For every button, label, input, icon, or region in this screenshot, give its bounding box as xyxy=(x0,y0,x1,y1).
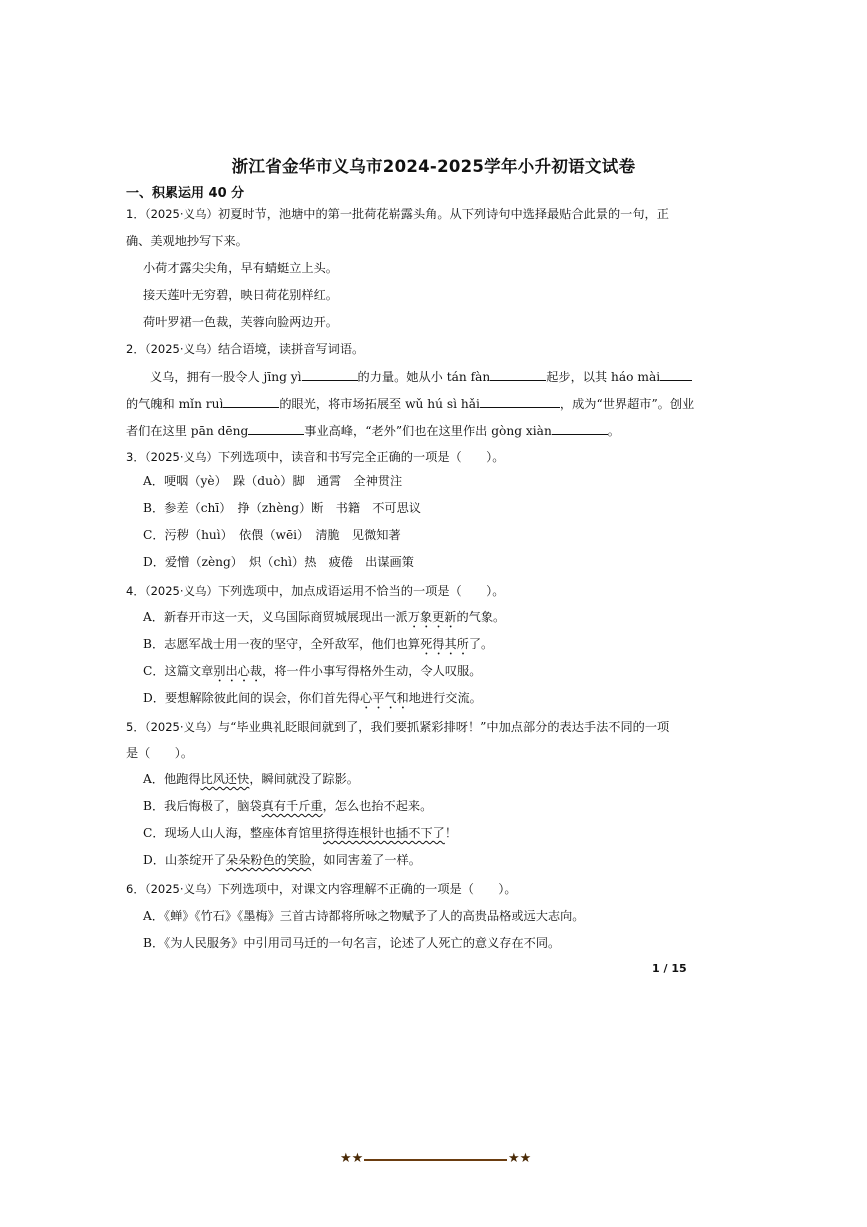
choice-d[interactable] xyxy=(143,851,421,869)
question-1-line-2: 确、美观地抄写下来。 xyxy=(126,234,248,248)
choice-text: A．新春开市这一天，义乌国际商贸城展现出一派 xyxy=(143,610,408,624)
poem-option-3: 荷叶罗裙一色裁，芙蓉向脸两边开。 xyxy=(143,315,338,329)
footer-rule xyxy=(364,1159,507,1161)
question-source: （2025·义乌） xyxy=(144,450,218,464)
question-source: （2025·义乌） xyxy=(144,584,218,598)
question-4-stem xyxy=(126,582,504,600)
question-number: 3． xyxy=(126,450,145,464)
question-text: 初夏时节，池塘中的第一批荷花崭露头角。从下列诗句中选择最贴合此景的一句，正 xyxy=(218,207,669,221)
choice-text: 的气象。 xyxy=(456,610,506,624)
question-1-line-1 xyxy=(126,205,669,223)
question-text: 下列选项中，读音和书写完全正确的一项是（ ）。 xyxy=(218,450,505,464)
choice-b[interactable] xyxy=(143,635,493,658)
question-number: 4． xyxy=(126,584,145,598)
dotted-idiom: 万象更新 xyxy=(407,610,457,624)
question-number: 5． xyxy=(126,720,145,734)
answer-blank[interactable] xyxy=(223,394,279,408)
choice-b[interactable]: B．《为人民服务》中引用司马迁的一句名言，论述了人死亡的意义存在不同。 xyxy=(143,936,561,950)
question-5-line-1 xyxy=(126,718,669,736)
passage-text: 的眼光，将市场拓展至 wǔ hú sì hǎi xyxy=(279,397,480,411)
question-number: 2． xyxy=(126,342,145,356)
choice-text: ，将一件小事写得格外生动，令人叹服。 xyxy=(262,664,482,678)
question-number: 1． xyxy=(126,207,145,221)
choice-b[interactable] xyxy=(143,797,432,815)
section-heading: 一、积累运用 40 分 xyxy=(126,186,245,201)
wavy-underlined-phrase: 真有千斤重 xyxy=(261,799,323,813)
answer-blank[interactable] xyxy=(660,367,692,381)
passage-text: 的气魄和 mǐn ruì xyxy=(126,397,224,411)
question-5-line-2: 是（ ）。 xyxy=(126,746,194,760)
choice-b[interactable]: B．参差（chī） 挣（zhèng）断 书籍 不可思议 xyxy=(143,501,421,515)
answer-blank[interactable] xyxy=(480,394,560,408)
question-6-stem xyxy=(126,880,517,898)
poem-option-2: 接天莲叶无穷碧，映日荷花别样红。 xyxy=(143,288,338,302)
question-text: 下列选项中，对课文内容理解不正确的一项是（ ）。 xyxy=(218,882,517,896)
passage-text: 起步，以其 háo mài xyxy=(546,370,661,384)
star-icon: ★★ xyxy=(340,1151,364,1166)
question-text: 下列选项中，加点成语运用不恰当的一项是（ ）。 xyxy=(218,584,505,598)
choice-a[interactable]: A．哽咽（yè） 跺（duò）脚 通霄 全神贯注 xyxy=(143,474,403,488)
star-icon: ★★ xyxy=(508,1151,532,1166)
choice-text: C．现场人山人海，整座体育馆里 xyxy=(143,826,323,840)
wavy-underlined-phrase: 朵朵粉色的笑脸 xyxy=(225,853,312,867)
passage-text: 。 xyxy=(607,424,620,438)
passage-text: 者们在这里 pān dēng xyxy=(126,424,249,438)
choice-a[interactable]: A．《蝉》《竹石》《墨梅》三首古诗都将所咏之物赋予了人的高贵品格或远大志向。 xyxy=(143,909,585,923)
dotted-idiom: 死得其所 xyxy=(420,637,469,651)
question-text: 结合语境，读拼音写词语。 xyxy=(218,342,365,356)
footer-ornament xyxy=(340,1150,532,1170)
choice-c[interactable]: C．污秽（huì） 依偎（wēi） 清脆 见微知著 xyxy=(143,528,401,542)
question-source: （2025·义乌） xyxy=(144,207,218,221)
choice-text: D．要想解除彼此间的误会，你们首先得 xyxy=(143,691,360,705)
question-source: （2025·义乌） xyxy=(144,720,218,734)
choice-a[interactable] xyxy=(143,608,505,631)
choice-c[interactable] xyxy=(143,824,457,842)
choice-text: A．他跑得 xyxy=(143,772,201,786)
choice-d[interactable]: D．爱憎（zèng） 炽（chì）热 疲倦 出谋画策 xyxy=(143,555,414,569)
question-2-stem xyxy=(126,340,364,358)
passage-text: 义乌，拥有一股令人 jīng yì xyxy=(150,370,302,384)
passage-text: 事业高峰，“老外”们也在这里作出 gòng xiàn xyxy=(304,424,552,438)
answer-blank[interactable] xyxy=(248,421,304,435)
answer-blank[interactable] xyxy=(552,421,608,435)
choice-text: ，瞬间就没了踪影。 xyxy=(249,772,359,786)
choice-text: B．志愿军战士用一夜的坚守，全歼敌军，他们也算 xyxy=(143,637,421,651)
question-source: （2025·义乌） xyxy=(144,342,218,356)
choice-a[interactable] xyxy=(143,770,359,788)
passage-text: ，成为“世界超市”。创业 xyxy=(559,397,695,411)
page-number: 1 / 15 xyxy=(652,962,687,975)
question-source: （2025·义乌） xyxy=(144,882,218,896)
choice-text: 地进行交流。 xyxy=(408,691,482,705)
passage-line-3 xyxy=(126,421,620,440)
poem-option-1: 小荷才露尖尖角，早有蜻蜓立上头。 xyxy=(143,261,338,275)
question-text: 与“毕业典礼眨眼间就到了，我们要抓紧彩排呀！”中加点部分的表达手法不同的一项 xyxy=(218,720,670,734)
choice-text: D．山茶绽开了 xyxy=(143,853,226,867)
choice-text: C．这篇文章 xyxy=(143,664,214,678)
wavy-underlined-phrase: 比风还快 xyxy=(200,772,250,786)
dotted-idiom: 心平气和 xyxy=(359,691,409,705)
wavy-underlined-phrase: 挤得连根针也插不下了 xyxy=(322,826,445,840)
question-3-stem xyxy=(126,448,504,466)
passage-line-2 xyxy=(126,394,694,413)
answer-blank[interactable] xyxy=(490,367,546,381)
answer-blank[interactable] xyxy=(302,367,358,381)
choice-text: 了。 xyxy=(468,637,494,651)
choice-text: ，怎么也抬不起来。 xyxy=(322,799,433,813)
dotted-idiom: 别出心裁 xyxy=(213,664,263,678)
choice-d[interactable] xyxy=(143,689,482,712)
choice-text: ，如同害羞了一样。 xyxy=(311,853,421,867)
choice-text: ！ xyxy=(444,826,458,840)
page-title: 浙江省金华市义乌市2024-2025学年小升初语文试卷 xyxy=(231,157,636,176)
passage-line-1 xyxy=(150,367,692,386)
choice-c[interactable] xyxy=(143,662,481,685)
question-number: 6． xyxy=(126,882,145,896)
choice-text: B．我后悔极了，脑袋 xyxy=(143,799,262,813)
passage-text: 的力量。她从小 tán fàn xyxy=(357,370,491,384)
